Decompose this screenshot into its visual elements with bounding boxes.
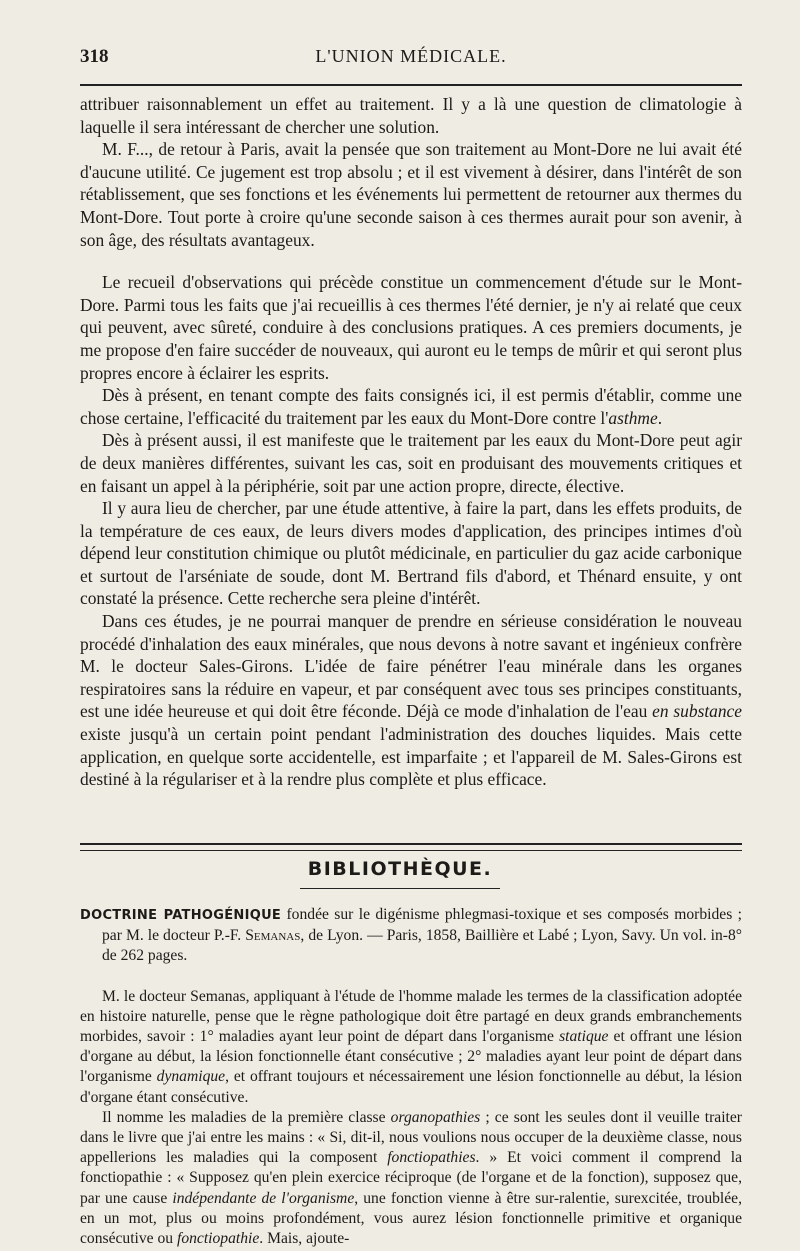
paragraph: M. le docteur Semanas, appliquant à l'étude de l'homme malade les termes de la classification adoptée en histoire naturelle, pense que le règne pathologique doit être partagé en deux grands embranchements morbides, savoir : 1° maladies ayant leur point de départ dans l'organisme statique et offrant une lésion d'organe au début, la lésion fonctionnelle étant consécutive ; 2° maladies ayant leur point de départ dans l'organisme dynamique, et offrant toujours et nécessairement une lésion fonctionnelle au début, la lésion d'organe étant consécutive.	[80, 987, 742, 1106]
paragraph: M. F..., de retour à Paris, avait la pensée que son traitement au Mont-Dore ne lui avait été d'aucune utilité. Ce jugement est trop absolu ; et il est vivement à désirer, dans l'intérêt de son rétablissement, que ses fonctions et les événements lui permettent de retourner aux thermes du Mont-Dore. Tout porte à croire qu'une seconde saison à ces thermes aurait pour son avenir, à son âge, des résultats avantageux.	[80, 139, 742, 250]
paragraph: attribuer raisonnablement un effet au traitement. Il y a là une question de climatologie à laquelle il sera intéressant de chercher une solution.	[80, 94, 742, 137]
paragraph: Dès à présent aussi, il est manifeste que le traitement par les eaux du Mont-Dore peut agir de deux manières différentes, suivant les cas, soit en produisant des mouvements critiques et en faisant un appel à la périphérie, soit par une action propre, directe, élective.	[80, 430, 742, 496]
paragraph: Le recueil d'observations qui précède constitue un commencement d'étude sur le Mont-Dore. Parmi tous les faits que j'ai recueillis à ces thermes l'été dernier, je n'y ai relaté que ceux qui peuvent, avec sûreté, conduire à des conclusions pratiques. A ces premiers documents, je me propose d'en faire succéder de nouveaux, qui auront eu le temps de mûrir et qui seront plus propres encore à éclairer les esprits.	[80, 272, 742, 383]
page-number: 318	[80, 46, 109, 67]
emphasis: asthme	[608, 407, 658, 428]
section-title: BIBLIOTHÈQUE.	[307, 858, 493, 880]
book-entry: DOCTRINE PATHOGÉNIQUE fondée sur le digénisme phlegmasi-toxique et ses composés morbides ; par M. le docteur P.-F. Semanas, de Lyon. — Paris, 1858, Baillière et Labé ; Lyon, Savy. Un vol. in-8° de 262 pages.	[80, 906, 742, 965]
article-body	[80, 93, 742, 791]
book-title: DOCTRINE PATHOGÉNIQUE	[80, 908, 282, 923]
paragraph: Il y aura lieu de chercher, par une étude attentive, à faire la part, dans les effets produits, de la température de ces eaux, de leurs divers modes d'application, des principes intimes d'où dépend leur constitution chimique ou plutôt médicinale, en particulier du gaz acide carbonique et surtout de l'arséniate de soude, dont M. Bertrand fils d'abord, et Thénard ensuite, y ont constaté la présence. Cette recherche sera pleine d'intérêt.	[80, 498, 742, 609]
paragraph: Il nomme les maladies de la première classe organopathies ; ce sont les seules dont il veuille traiter dans le livre que j'ai entre les mains : « Si, dit-il, nous voulions nous occuper de la deuxième classe, nous appellerions les maladies qui la composent fonctiopathies. » Et voici comment il comprend la fonctiopathie : « Supposez qu'en plein exercice réciproque (de l'organe et de la fonction), supposez que, par une cause indépendante de l'organisme, une fonction vienne à être sur-ralentie, surexcitée, troublée, en un mot, plus ou moins profondément, vous aurez lésion fonctionnelle primitive et organique consécutive ou fonctiopathie. Mais, ajoute-	[80, 1108, 742, 1248]
paragraph: Dans ces études, je ne pourrai manquer de prendre en sérieuse considération le nouveau procédé d'inhalation des eaux minérales, que nous devons à notre savant et ingénieux confrère M. le docteur Sales-Girons. L'idée de faire pénétrer l'eau minérale dans les organes respiratoires sans la réduire en vapeur, et par conséquent avec tous ses principes constituants, est une idée heureuse et qui doit être féconde. Déjà ce mode d'inhalation de l'eau en substance existe jusqu'à un certain point pendant l'administration des douches liquides. Mais cette application, en quelque sorte accidentelle, est imparfaite ; et l'appareil de M. Sales-Girons est destiné à la régulariser et à la rendre plus complète et plus efficace.	[80, 611, 742, 790]
section-divider	[80, 843, 742, 851]
running-title: L'UNION MÉDICALE.	[315, 46, 507, 66]
author-name: Semanas	[245, 927, 301, 945]
page-header	[80, 46, 742, 76]
emphasis: en substance	[652, 701, 742, 722]
bibliography-section	[80, 905, 742, 1249]
header-rule	[80, 84, 742, 86]
paragraph: Dès à présent, en tenant compte des faits consignés ici, il est permis d'établir, comme une chose certaine, l'efficacité du traitement par les eaux du Mont-Dore contre l'asthme.	[80, 385, 742, 428]
title-underline	[300, 888, 500, 889]
